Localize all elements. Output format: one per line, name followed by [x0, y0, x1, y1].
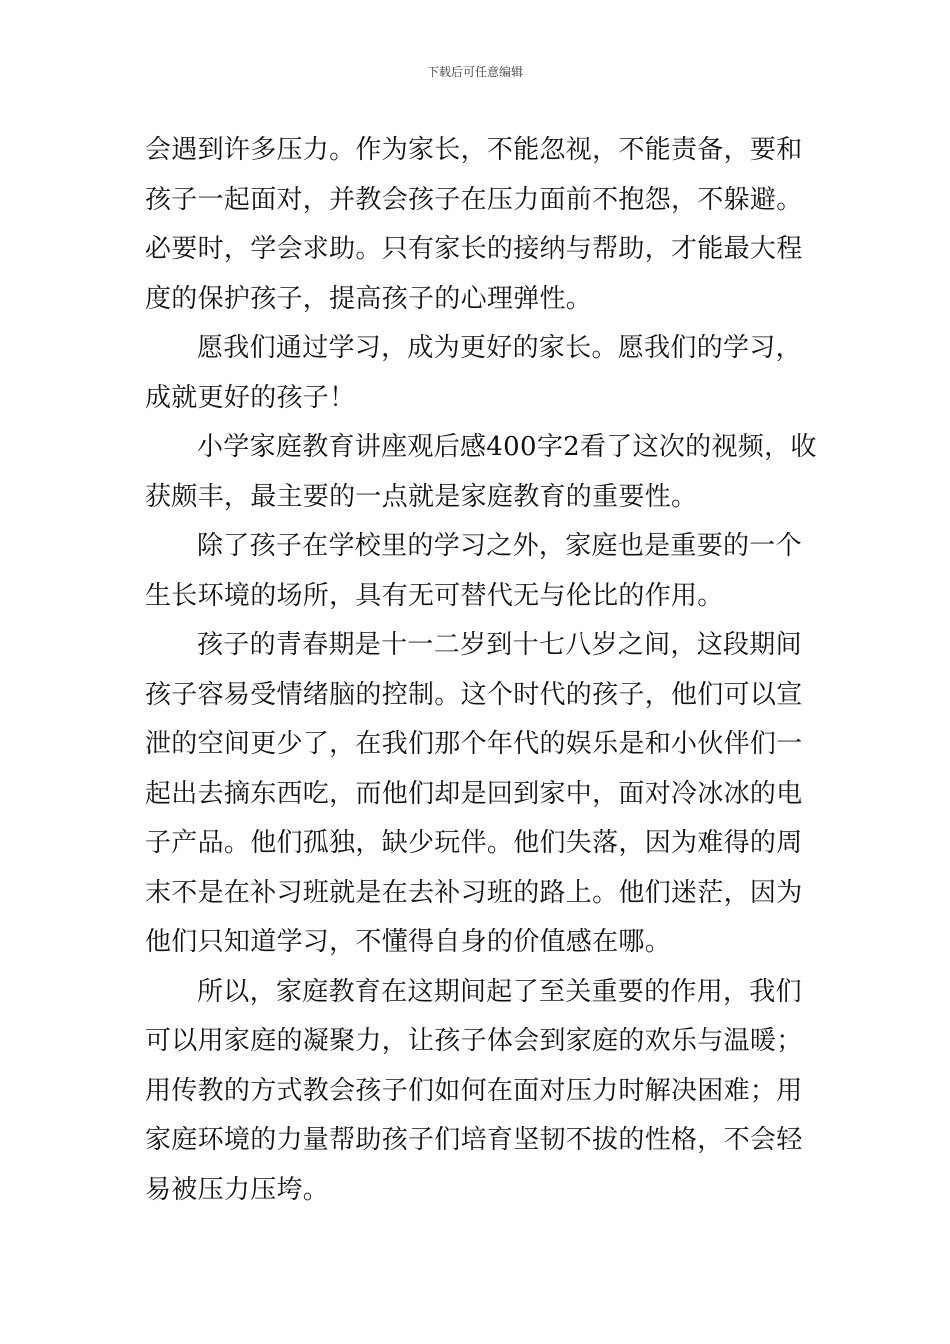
paragraph-line: 他们只知道学习，不懂得自身的价值感在哪。	[145, 927, 672, 957]
paragraph-line: 除了孩子在学校里的学习之外，家庭也是重要的一个	[197, 531, 802, 561]
paragraph-line: 所以，家庭教育在这期间起了至关重要的作用，我们	[197, 976, 802, 1007]
paragraph-line: 会遇到许多压力。作为家长，不能忽视，不能责备，要和	[145, 135, 803, 165]
paragraph-line: 获颇丰，最主要的一点就是家庭教育的重要性。	[145, 481, 698, 512]
paragraph-line: 小学家庭教育讲座观后感400字2看了这次的视频，收	[197, 432, 817, 462]
document-body	[145, 126, 817, 1215]
paragraph-line: 起出去摘东西吃，而他们却是回到家中，面对冷冰冰的电	[145, 778, 803, 809]
paragraph-line: 末不是在补习班就是在去补习班的路上。他们迷茫，因为	[145, 877, 803, 908]
paragraph-line: 必要时，学会求助。只有家长的接纳与帮助，才能最大程	[145, 234, 803, 264]
paragraph-line: 易被压力压垮。	[145, 1174, 330, 1205]
paragraph-line: 子产品。他们孤独，缺少玩伴。他们失落，因为难得的周	[145, 828, 803, 858]
paragraph-line: 生长环境的场所，具有无可替代无与伦比的作用。	[145, 580, 724, 611]
paragraph-6	[145, 968, 810, 1216]
paragraph-2	[145, 324, 810, 423]
paragraph-1	[145, 126, 810, 324]
paragraph-3	[145, 423, 817, 522]
paragraph-line: 愿我们通过学习，成为更好的家长。愿我们的学习，	[197, 333, 802, 363]
page-header-note: 下载后可任意编辑	[426, 65, 523, 79]
paragraph-line: 孩子一起面对，并教会孩子在压力面前不抱怨，不躲避。	[145, 184, 803, 215]
paragraph-line: 度的保护孩子，提高孩子的心理弹性。	[145, 283, 593, 314]
paragraph-line: 成就更好的孩子！	[145, 382, 356, 413]
paragraph-line: 可以用家庭的凝聚力，让孩子体会到家庭的欢乐与温暖；	[145, 1026, 803, 1056]
paragraph-line: 孩子容易受情绪脑的控制。这个时代的孩子，他们可以宣	[145, 679, 803, 710]
paragraph-line: 泄的空间更少了，在我们那个年代的娱乐是和小伙伴们一	[145, 729, 803, 759]
paragraph-4	[145, 522, 810, 621]
paragraph-line: 孩子的青春期是十一二岁到十七八岁之间，这段期间	[197, 630, 802, 660]
paragraph-line: 家庭环境的力量帮助孩子们培育坚韧不拔的性格，不会轻	[145, 1125, 803, 1155]
paragraph-5	[145, 621, 810, 968]
paragraph-line: 用传教的方式教会孩子们如何在面对压力时解决困难；用	[145, 1075, 803, 1106]
